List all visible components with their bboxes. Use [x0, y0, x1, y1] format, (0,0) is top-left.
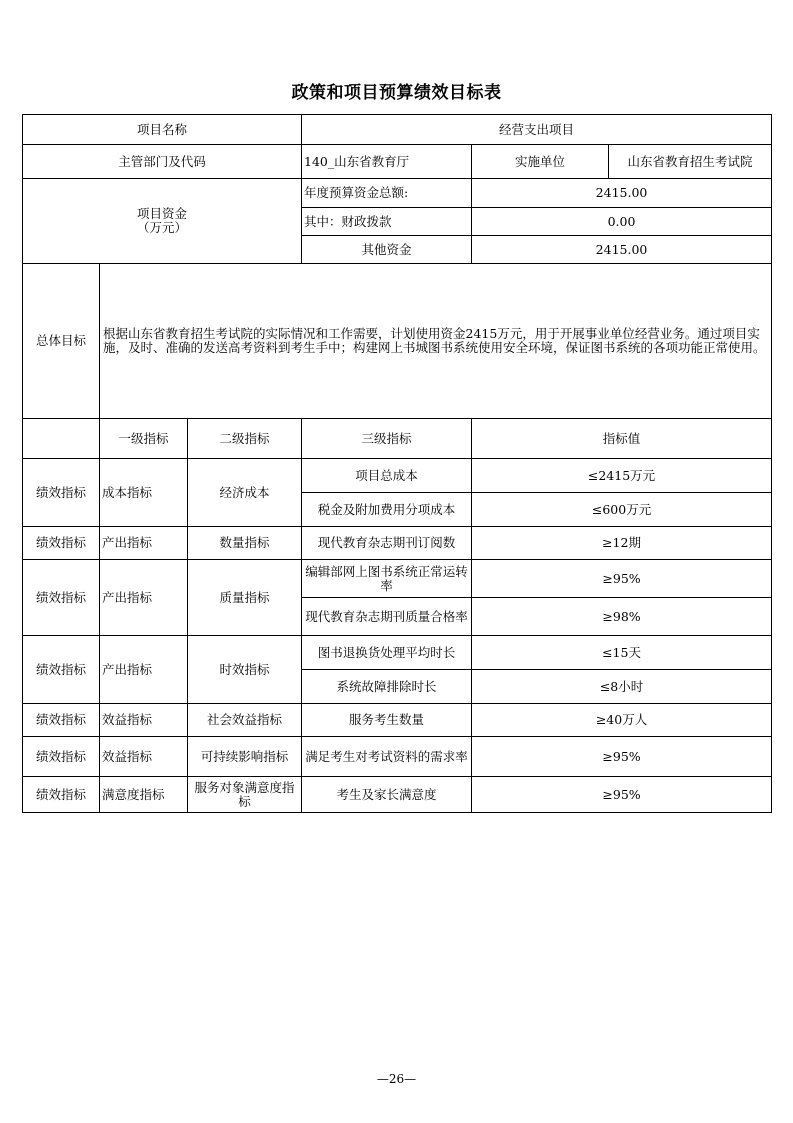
indicator-value: ≥95%: [472, 560, 772, 598]
performance-table: [22, 114, 772, 813]
level3-cell: 满足考生对考试资料的需求率: [302, 737, 472, 777]
dept-label: 主管部门及代码: [23, 145, 302, 179]
page-title: 政策和项目预算绩效目标表: [291, 83, 502, 103]
project-name-value: 经营支出项目: [302, 115, 772, 145]
funds-label: [23, 179, 302, 264]
indicator-value: ≥98%: [472, 598, 772, 636]
level3-cell: 考生及家长满意度: [302, 777, 472, 813]
indicator-value: ≤2415万元: [472, 459, 772, 493]
indicator-value: ≥40万人: [472, 704, 772, 737]
indicator-value: ≤15天: [472, 636, 772, 670]
impl-unit-label: 实施单位: [472, 145, 609, 179]
level2-cell: 可持续影响指标: [188, 737, 302, 777]
dept-value: 140_山东省教育厅: [302, 145, 472, 179]
impl-unit-value: 山东省教育招生考试院: [609, 145, 772, 179]
goal-text: 根据山东省教育招生考试院的实际情况和工作需要，计划使用资金2415万元，用于开展事业单位经营业务。通过项目实施，及时、准确的发送高考资料到考生手中；构建网上书城图书系统使用安全环境，保证图书系统的各项功能正常使用。: [100, 264, 772, 419]
indicator-value: ≥12期: [472, 527, 772, 560]
level2-cell: 质量指标: [188, 560, 302, 636]
header-level1: 一级指标: [100, 419, 188, 459]
header-blank: [23, 419, 100, 459]
indicator-value: ≤8小时: [472, 670, 772, 704]
perf-label: 绩效指标: [23, 560, 100, 636]
header-level3: 三级指标: [302, 419, 472, 459]
indicator-value: ≤600万元: [472, 493, 772, 527]
funds-label-line1: 项目资金: [137, 206, 188, 221]
level3-cell: 项目总成本: [302, 459, 472, 493]
level3-cell: 图书退换货处理平均时长: [302, 636, 472, 670]
indicator-value: ≥95%: [472, 777, 772, 813]
perf-label: 绩效指标: [23, 527, 100, 560]
level1-cell: 满意度指标: [100, 777, 188, 813]
level3-cell: 系统故障排除时长: [302, 670, 472, 704]
fund-total-label: 年度预算资金总额:: [302, 179, 472, 208]
perf-label: 绩效指标: [23, 459, 100, 527]
level3-cell: 服务考生数量: [302, 704, 472, 737]
fund-fiscal-label: 其中：财政拨款: [302, 208, 472, 236]
level1-cell: 产出指标: [100, 636, 188, 704]
goal-label: 总体目标: [23, 264, 100, 419]
level3-cell: 税金及附加费用分项成本: [302, 493, 472, 527]
level3-cell: 编辑部网上图书系统正常运转率: [302, 560, 472, 598]
level2-cell: 时效指标: [188, 636, 302, 704]
fund-other-value: 2415.00: [472, 236, 772, 264]
level3-cell: 现代教育杂志期刊质量合格率: [302, 598, 472, 636]
level3-cell: 现代教育杂志期刊订阅数: [302, 527, 472, 560]
project-name-label: 项目名称: [23, 115, 302, 145]
header-level2: 二级指标: [188, 419, 302, 459]
level1-cell: 成本指标: [100, 459, 188, 527]
level2-cell: 服务对象满意度指标: [188, 777, 302, 813]
level1-cell: 产出指标: [100, 560, 188, 636]
level1-cell: 产出指标: [100, 527, 188, 560]
fund-fiscal-value: 0.00: [472, 208, 772, 236]
header-value: 指标值: [472, 419, 772, 459]
perf-label: 绩效指标: [23, 737, 100, 777]
level2-cell: 数量指标: [188, 527, 302, 560]
level1-cell: 效益指标: [100, 704, 188, 737]
level2-cell: 经济成本: [188, 459, 302, 527]
perf-label: 绩效指标: [23, 636, 100, 704]
page-number: —26—: [376, 1072, 417, 1086]
funds-label-line2: （万元）: [137, 220, 188, 235]
level2-cell: 社会效益指标: [188, 704, 302, 737]
fund-other-label: 其他资金: [302, 236, 472, 264]
indicator-value: ≥95%: [472, 737, 772, 777]
perf-label: 绩效指标: [23, 777, 100, 813]
perf-label: 绩效指标: [23, 704, 100, 737]
level1-cell: 效益指标: [100, 737, 188, 777]
fund-total-value: 2415.00: [472, 179, 772, 208]
